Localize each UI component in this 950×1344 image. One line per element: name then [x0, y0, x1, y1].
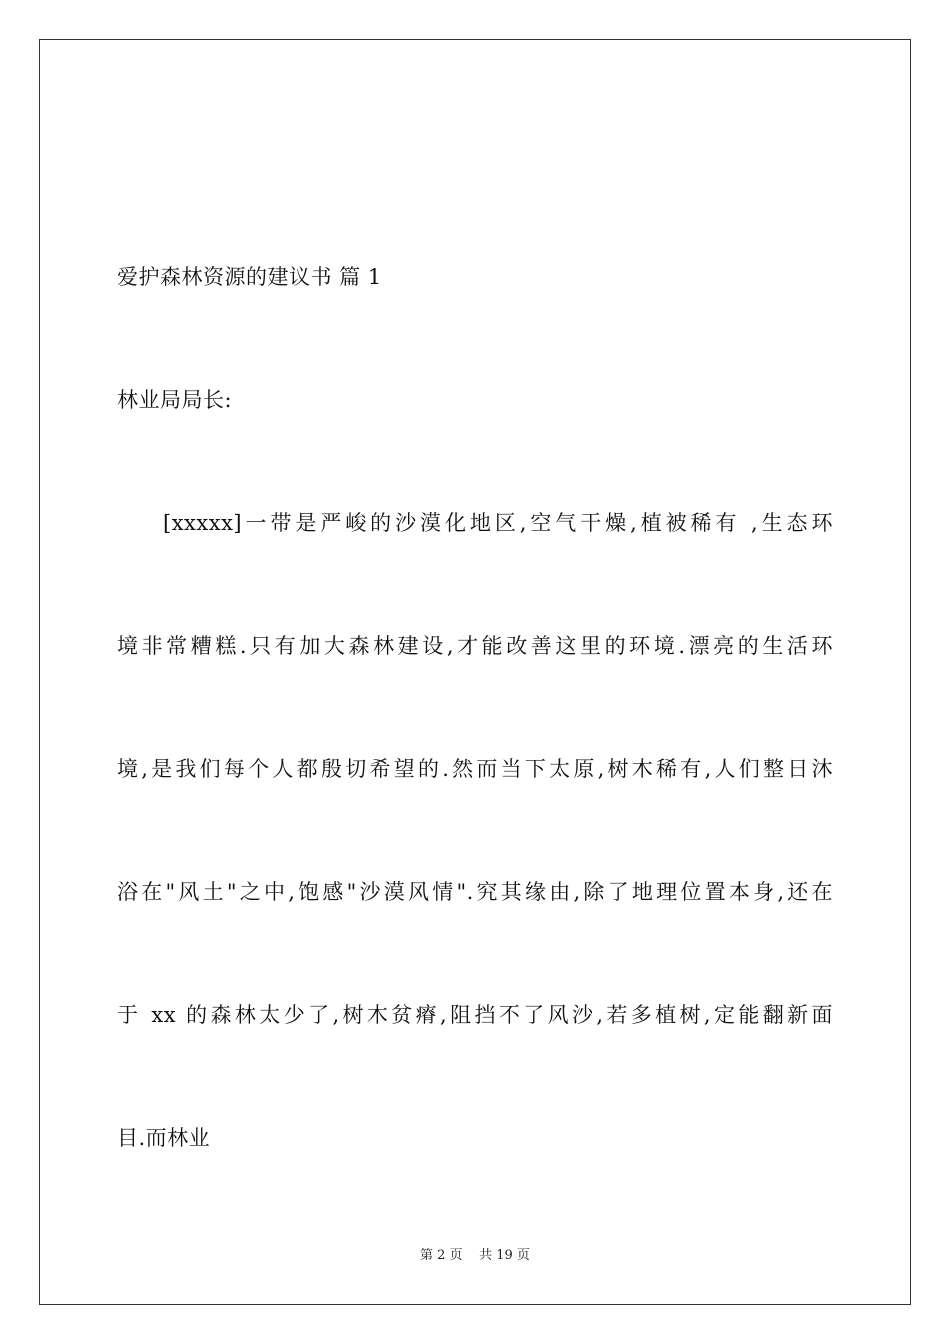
page-border [39, 39, 911, 1305]
paragraph-line: 境非常糟糕.只有加大森林建设,才能改善这里的环境.漂亮的生活环 [117, 634, 833, 658]
paragraph-line: 于 xx 的森林太少了,树木贫瘠,阻挡不了风沙,若多植树,定能翻新面 [117, 1003, 833, 1027]
page-footer [0, 1248, 950, 1264]
page-total: 共 19 页 [479, 1248, 530, 1263]
salutation: 林业局局长: [117, 388, 233, 412]
paragraph-line: 目.而林业 [117, 1126, 211, 1150]
document-title: 爱护森林资源的建议书 篇 1 [117, 265, 382, 289]
page-number: 第 2 页 [420, 1248, 463, 1263]
paragraph-line: 境,是我们每个人都殷切希望的.然而当下太原,树木稀有,人们整日沐 [117, 757, 833, 781]
paragraph-line: 浴在"风土"之中,饱感"沙漠风情".究其缘由,除了地理位置本身,还在 [117, 880, 833, 904]
paragraph-line: [xxxxx]一带是严峻的沙漠化地区,空气干燥,植被稀有 ,生态环 [163, 511, 833, 535]
